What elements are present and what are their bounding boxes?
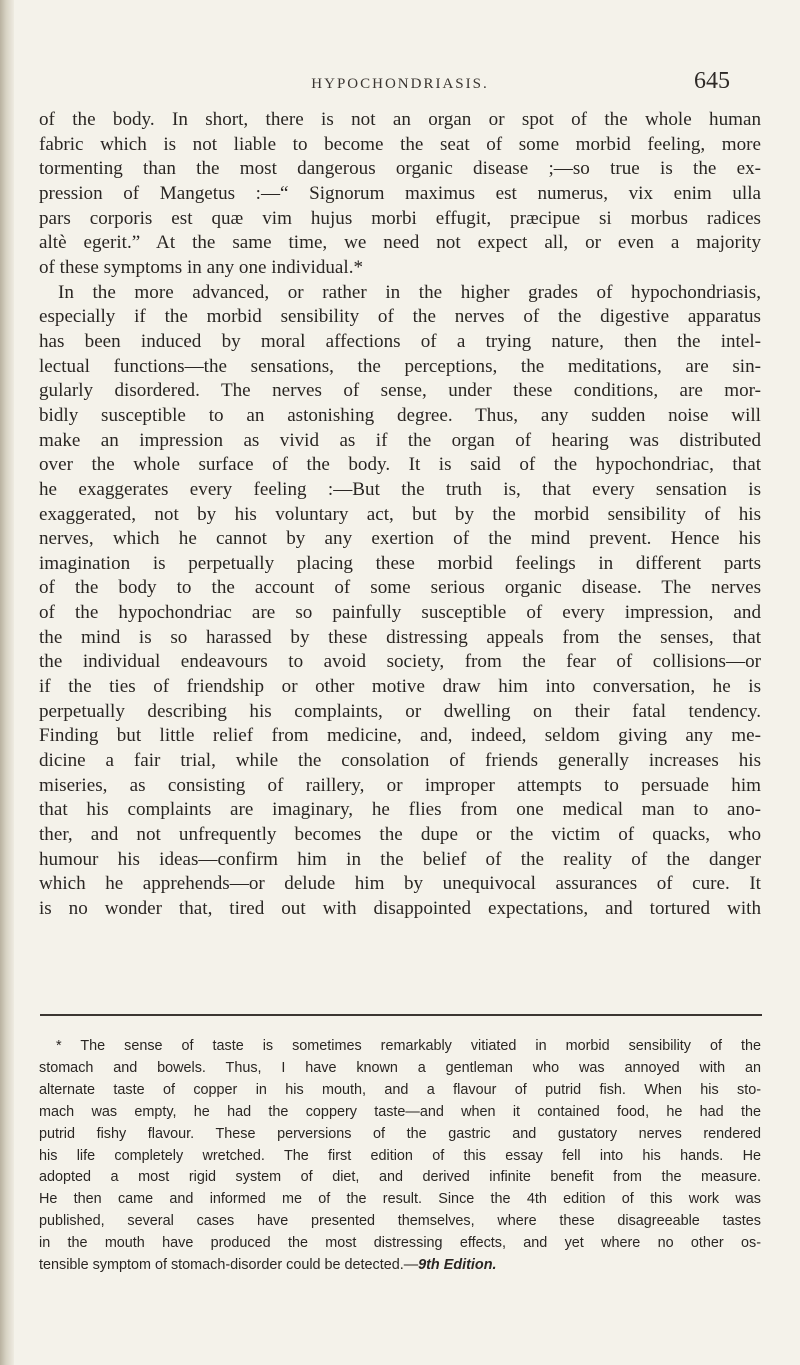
footnote-line: * The sense of taste is sometimes remarkably vitiated in morbid sensibility of the [56, 1038, 761, 1054]
text-line: make an impression as vivid as if the organ of hearing was distributed [39, 429, 761, 451]
text-line: nerves, which he cannot by any exertion of the mind prevent. Hence his [39, 528, 761, 550]
footnote-line: putrid fishy flavour. These perversions of the gastric and gustatory nerves rendered [39, 1125, 761, 1142]
text-line: he exaggerates every feeling :—But the truth is, that every sensation is [39, 478, 761, 500]
text-line: lectual functions—the sensations, the perceptions, the meditations, are sin- [39, 355, 761, 377]
text-line: if the ties of friendship or other motive draw him into conversation, he is [39, 676, 761, 698]
text-line: of the body to the account of some serious organic disease. The nerves [39, 577, 761, 599]
page-number: 645 [694, 68, 730, 94]
text-line: over the whole surface of the body. It is said of the hypochondriac, that [39, 454, 761, 476]
text-line: Finding but little relief from medicine, and, indeed, seldom giving any me- [39, 725, 761, 747]
text-line: pression of Mangetus :—“ Signorum maximus est numerus, vix enim ulla [39, 182, 761, 204]
footnote-line: mach was empty, he had the coppery taste—and when it contained food, he had the [39, 1103, 761, 1120]
text-line: pars corporis est quæ vim hujus morbi effugit, præcipue si morbus radices [39, 207, 761, 229]
text-line: tormenting than the most dangerous organic disease ;—so true is the ex- [39, 158, 761, 180]
text-line: perpetually describing his complaints, or dwelling on their fatal tendency. [39, 700, 761, 722]
text-line: of the body. In short, there is not an organ or spot of the whole human [39, 109, 761, 130]
binding-edge [0, 0, 14, 1365]
text-line: ther, and not unfrequently becomes the dupe or the victim of quacks, who [39, 824, 761, 846]
text-line: humour his ideas—confirm him in the belief of the reality of the danger [39, 848, 761, 870]
footnote-line: He then came and informed me of the result. Since the 4th edition of this work was [39, 1191, 761, 1208]
text-line: especially if the morbid sensibility of the nerves of the digestive apparatus [39, 306, 761, 328]
footnote-line [39, 1255, 761, 1277]
footnote-last-line: tensible symptom of stomach-disorder could be detected.— [39, 1257, 419, 1274]
footnote-line: alternate taste of copper in his mouth, and a flavour of putrid fish. When his sto- [39, 1081, 761, 1098]
footnote [39, 1036, 761, 1277]
text-line: gularly disordered. The nerves of sense, under these conditions, are mor- [39, 380, 761, 402]
text-line: is no wonder that, tired out with disappointed expectations, and tortured with [39, 898, 761, 919]
text-line: that his complaints are imaginary, he flies from one medical man to ano- [39, 799, 761, 821]
text-line: dicine a fair trial, while the consolation of friends generally increases his [39, 750, 761, 772]
footnote-line: adopted a most rigid system of diet, and derived infinite benefit from the measure. [39, 1169, 761, 1186]
text-line: which he apprehends—or delude him by unequivocal assurances of cure. It [39, 873, 761, 895]
text-line: altè egerit.” At the same time, we need not expect all, or even a majority [39, 232, 761, 254]
footnote-line: his life completely wretched. The first edition of this essay fell into his hands. He [39, 1147, 761, 1164]
edition-note: 9th Edition. [418, 1257, 497, 1274]
footnote-divider [40, 1014, 762, 1016]
text-line: of the hypochondriac are so painfully susceptible of every impression, and [39, 602, 761, 624]
footnote-line: published, several cases have presented themselves, where these disagreeable tastes [39, 1213, 761, 1230]
text-line: In the more advanced, or rather in the higher grades of hypochondriasis, [58, 281, 761, 303]
text-line: miseries, as consisting of raillery, or improper attempts to persuade him [39, 774, 761, 796]
footnote-line: in the mouth have produced the most distressing effects, and yet where no other os- [39, 1235, 761, 1252]
main-text [39, 108, 761, 922]
text-line: fabric which is not liable to become the seat of some morbid feeling, more [39, 133, 761, 155]
text-line: exaggerated, not by his voluntary act, but by the morbid sensibility of his [39, 503, 761, 525]
text-line: of these symptoms in any one individual.* [39, 256, 364, 278]
footnote-line: stomach and bowels. Thus, I have known a gentleman who was annoyed with an [39, 1059, 761, 1076]
text-line: imagination is perpetually placing these morbid feelings in different parts [39, 552, 761, 574]
text-line: bidly susceptible to an astonishing degree. Thus, any sudden noise will [39, 404, 761, 426]
running-title: HYPOCHONDRIASIS. [311, 76, 489, 92]
text-line: the individual endeavours to avoid society, from the fear of collisions—or [39, 651, 761, 673]
text-line: the mind is so harassed by these distressing appeals from the senses, that [39, 626, 761, 648]
text-line: has been induced by moral affections of a trying nature, then the intel- [39, 330, 761, 352]
